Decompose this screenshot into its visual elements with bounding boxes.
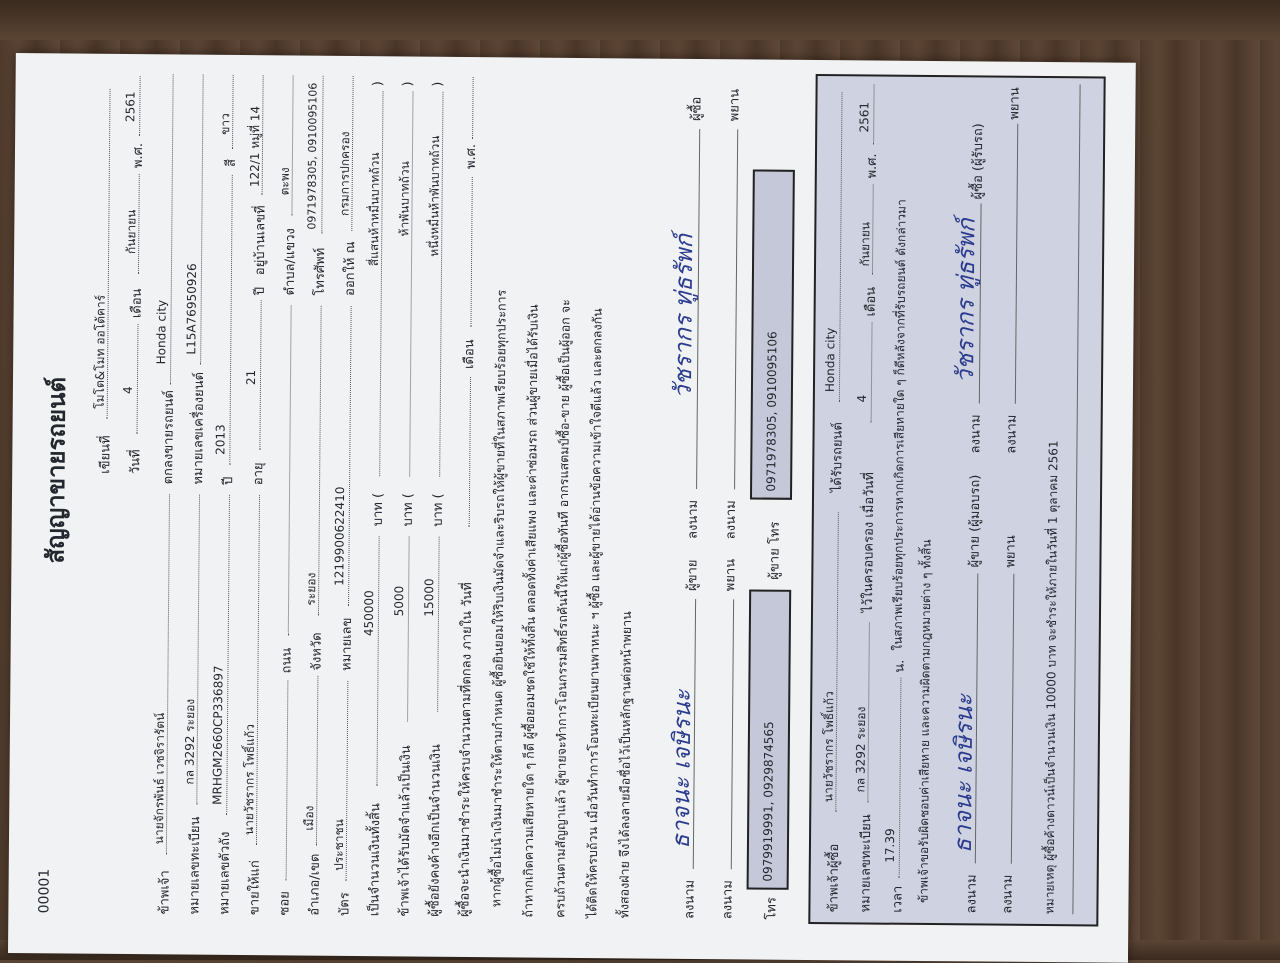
receipt-witness-1-role: พยาน (1003, 535, 1019, 568)
owner-label: ข้าพเจ้า (157, 870, 173, 915)
engine-value: L15A76950926 (184, 263, 200, 355)
receipt-plate-value: กล 3292 ระยอง (853, 706, 869, 793)
total-close: ) (370, 81, 386, 87)
province-label: จังหวัด (309, 632, 325, 671)
color-label: สี (223, 158, 239, 167)
district-value: เมือง (302, 805, 317, 831)
receipt-witness-1-label: ลงนาม (1000, 874, 1016, 914)
seller-signature: ธาจนะ เจษิรนะ (666, 689, 697, 849)
table-edge-top (0, 0, 1280, 40)
receipt-year-label: พ.ศ. (864, 153, 881, 179)
terms-line-5: ทั้งสองฝ่าย จึงได้ลงลายมือชื่อไว้เป็นหลักฐานต่อหน้าพยาน (616, 611, 635, 919)
pay-month-label: เดือน (462, 339, 478, 370)
seller-role-label: ผู้ขาย (685, 559, 701, 592)
witness-1-role: พยาน (723, 558, 739, 592)
received-words-line (395, 91, 413, 476)
remaining-close: ) (430, 81, 446, 87)
remaining-line (423, 537, 440, 712)
receipt-buyer-role: ผู้ซื้อ (ผู้รับรถ) (970, 123, 987, 200)
terms-line-1: หากผู้ซื้อไม่นำเงินมาชำระให้ตามกำหนด ผู้ซื้อยินยอมให้ริบเงินมัดจำและริบรถให้ผู้ขายที่ในสภาพเรียบร้อยทุกประการ (488, 289, 509, 908)
receipt-day-value: 4 (854, 394, 869, 403)
footer-note: หมายเหตุ ผู้ซื้อค้างดาวน์เป็นจำนวนเงิน 10000 บาท จะชำระให้ภายในวันที่ 1 ตุลาคม 2561 (1042, 440, 1061, 915)
receipt-time-label: เวลา (890, 885, 906, 913)
witness-2-label: ลงนาม (723, 500, 739, 540)
road-line (274, 305, 292, 635)
subdistrict-value: ตะพง (277, 167, 292, 196)
card-no-label: หมายเลข (339, 617, 355, 672)
written-at-label: เขียนที่ (98, 435, 114, 474)
card-value: ประชาชน (331, 819, 347, 871)
footer-line (1072, 84, 1080, 914)
received-line (393, 536, 410, 721)
buyer-role-label: ผู้ซื้อ (689, 96, 705, 122)
buyer-phone-label: ผู้ขาย โทร (767, 521, 783, 580)
receipt-got-label: ได้รับรถยนต์ (830, 422, 846, 493)
receipt-time-text: ในสภาพเรียบร้อยทุกประการหากเกิดการเสียหายใด ๆ ก็ดีหลังจากที่รับรถยนต์ ดังกล่าวมา (890, 199, 909, 651)
witness-2-line (734, 129, 738, 489)
terms-line-3: ครบถ้วนตามสัญญาแล้ว ผู้ขายจะทำการโอนกรรมสิทธิ์รถคันนี้ให้แก่ผู้ซื้อทันที อากรแสตมป์ซื้อ-ขาย ผู้ซื้อเป็นผู้ออก จะ (552, 299, 573, 918)
witness-2-role: พยาน (727, 88, 743, 122)
buyer-signature: วัชรากร ทู่ธรัพก์ (668, 233, 699, 399)
receipt-seller-signature: ธาจนะ เจษิรนะ (948, 693, 979, 854)
receipt-buyer-signature: วัชรากร ทู่ธรัพก์ (951, 218, 981, 384)
province-line (304, 306, 322, 616)
house-value: 122/1 หมู่ที่ 14 (247, 105, 263, 188)
color-value: ขาว (218, 113, 233, 135)
plate-value: กล 3292 ระยอง (182, 698, 198, 785)
receipt-witness-1-line (1011, 574, 1015, 864)
receipt-time-value: 17.39 (882, 828, 898, 863)
plate-label: หมายเลขทะเบียน (187, 816, 204, 915)
receipt-witness-2-line (1015, 124, 1018, 404)
card-no-value: 1219900622410 (332, 486, 348, 586)
pay-month-line (456, 177, 472, 327)
remaining-baht: บาท ( (430, 493, 447, 527)
total-words-line (365, 91, 383, 476)
receipt-got-value: Honda city (822, 327, 838, 393)
day-label: วันที่ (128, 449, 144, 475)
year-made-value: 2013 (213, 424, 228, 455)
witness-1-label: ลงนาม (720, 880, 736, 920)
pay-by-label: ผู้ซื้อจะนำเงินมาชำระให้ครบจำนวนตามที่ตกลง ภายใน วันที่ (457, 582, 476, 918)
month-value: กันยายน (124, 209, 139, 255)
pay-year-line (458, 77, 474, 139)
road-label: ถนน (279, 647, 295, 674)
seller-phone-label: โทร (764, 897, 780, 920)
chassis-value: MRHGM2660CP336897 (210, 665, 226, 805)
car-model-value: Honda city (154, 299, 169, 365)
day-line (120, 324, 139, 434)
soi-label: ซอย (277, 891, 293, 916)
subdistrict-label: ตำบล/แขวง (282, 228, 299, 296)
year-value: 2561 (123, 91, 138, 123)
age-unit: ปี (252, 286, 268, 296)
sell-to-label: ขายให้แก่ (247, 860, 263, 916)
receipt-buyer-sign-label: ลงนาม (968, 414, 984, 454)
receipt-plate-label: หมายเลขทะเบียน (858, 814, 875, 913)
receipt-month-label: เดือน (863, 286, 879, 317)
total-baht: บาท ( (370, 492, 387, 527)
received-close: ) (400, 81, 416, 87)
province-value: ระยอง (304, 572, 319, 606)
age-value: 21 (243, 369, 259, 386)
buyer-sign-label: ลงนาม (685, 499, 701, 540)
pay-by-line (455, 377, 471, 527)
issued-value: กรมการปกครอง (337, 131, 353, 216)
total-value: 450000 (361, 590, 377, 637)
house-label: อยู่บ้านเลขที่ (252, 205, 269, 276)
soi-line (272, 680, 289, 880)
total-words: สี่แสนห้าหมื่นบาทถ้วน (367, 152, 382, 267)
receipt-seller-sign-label: ลงนาม (964, 874, 980, 914)
written-at-value: โมโต&โมท ออโต้คาร์ (92, 294, 108, 409)
owner-value: นายจักรพันธ์ เวชจิรารัตน์ (151, 712, 168, 845)
sell-to-value: นายวัชรากร โพธิ์แก้ว (242, 724, 258, 836)
receipt-year-value: 2561 (857, 101, 872, 133)
age-label: อายุ (251, 462, 267, 486)
receipt-responsibility: ข้าพเจ้าขอรับผิดชอบค่าเสียหาย และความผิดตามกฎหมายต่าง ๆ ทั้งสิ้น (916, 539, 934, 904)
seller-phone-box: 0979919991, 0929874565 (747, 589, 792, 889)
receipt-owner-value: นายวัชรากร โพธิ์แก้ว (821, 691, 837, 803)
receipt-seller-role: ผู้ขาย (ผู้มอบรถ) (967, 474, 984, 568)
seller-sign-label: ลงนาม (682, 879, 698, 920)
received-baht: บาท ( (400, 493, 417, 527)
month-label: เดือน (129, 288, 145, 319)
issued-label: ออกให้ ณ (342, 241, 359, 297)
document-title: สัญญาขายรถยนต์ (41, 376, 72, 564)
receipt-day-line (854, 322, 873, 422)
phone-label: โทรศัพท์ (312, 247, 329, 296)
agree-sell-label: ตกลงขายรถยนต์ (161, 390, 177, 485)
year-made-line (215, 175, 233, 465)
receipt-witness-2-label: ลงนาม (1004, 414, 1020, 454)
contract-paper (8, 53, 1136, 963)
terms-line-4: ได้ติดให้ครบถ้วน เมื่อวันทำการโอนทะเบียนยานพาหนะ ฯ ผู้ซื้อ และผู้ขายได้อ่านข้อความเข้าใจดีแล้ว และตกลงกัน (584, 308, 605, 919)
phone-value: 0971978305, 0910095106 (305, 82, 320, 230)
received-label: ข้าพเจ้าได้รับมัดจำแล้วเป็นเงิน (397, 745, 414, 917)
buyer-phone-box: 0971978305, 0910095106 (750, 169, 795, 499)
receipt-witness-2-role: พยาน (1007, 87, 1023, 120)
receipt-checked-label: ไว้ในครอบครอง เมื่อวันที่ (861, 472, 878, 613)
received-words: ห้าพันบาทถ้วน (397, 161, 412, 237)
vehicle-receipt-section (808, 74, 1105, 926)
year-label: พ.ศ. (130, 142, 147, 169)
chassis-label: หมายเลขตัวถัง (217, 831, 234, 915)
received-value: 5000 (391, 585, 407, 617)
district-label: อำเภอ/เขต (307, 853, 323, 916)
document-number: 00001 (36, 868, 53, 914)
total-label: เป็นจำนวนเงินทั้งสิ้น (367, 803, 384, 917)
receipt-time-unit: น. (892, 659, 908, 673)
witness-1-line (731, 599, 734, 869)
engine-label: หมายเลขเครื่องยนต์ (191, 372, 208, 485)
receipt-owner-label: ข้าพเจ้าผู้ซื้อ (826, 843, 842, 913)
year-made-label: ปี (221, 476, 237, 485)
day-value: 4 (120, 386, 135, 395)
color-line (218, 75, 234, 149)
receipt-month-value: กันยายน (858, 221, 873, 267)
card-label: บัตร (337, 892, 353, 917)
remaining-label: ผู้ซื้อยังคงค้างอีกเป็นจำนวนเงิน (427, 744, 444, 917)
terms-line-2: ถ้าหากเกิดความเสียหายใด ๆ ก็ดี ผู้ซื้อยอมชดใช้ให้ทั้งสิ้น ตลอดทั้งค่าเสียแพง และค่าซ่อมรถ ส่วนผู้ขายเมื่อได้รับเงิน (520, 304, 541, 918)
pay-year-label: พ.ศ. (463, 143, 480, 170)
total-line (362, 536, 379, 786)
remaining-value: 15000 (421, 578, 437, 617)
remaining-words: หนึ่งหมื่นห้าพันบาทถ้วน (427, 135, 443, 257)
